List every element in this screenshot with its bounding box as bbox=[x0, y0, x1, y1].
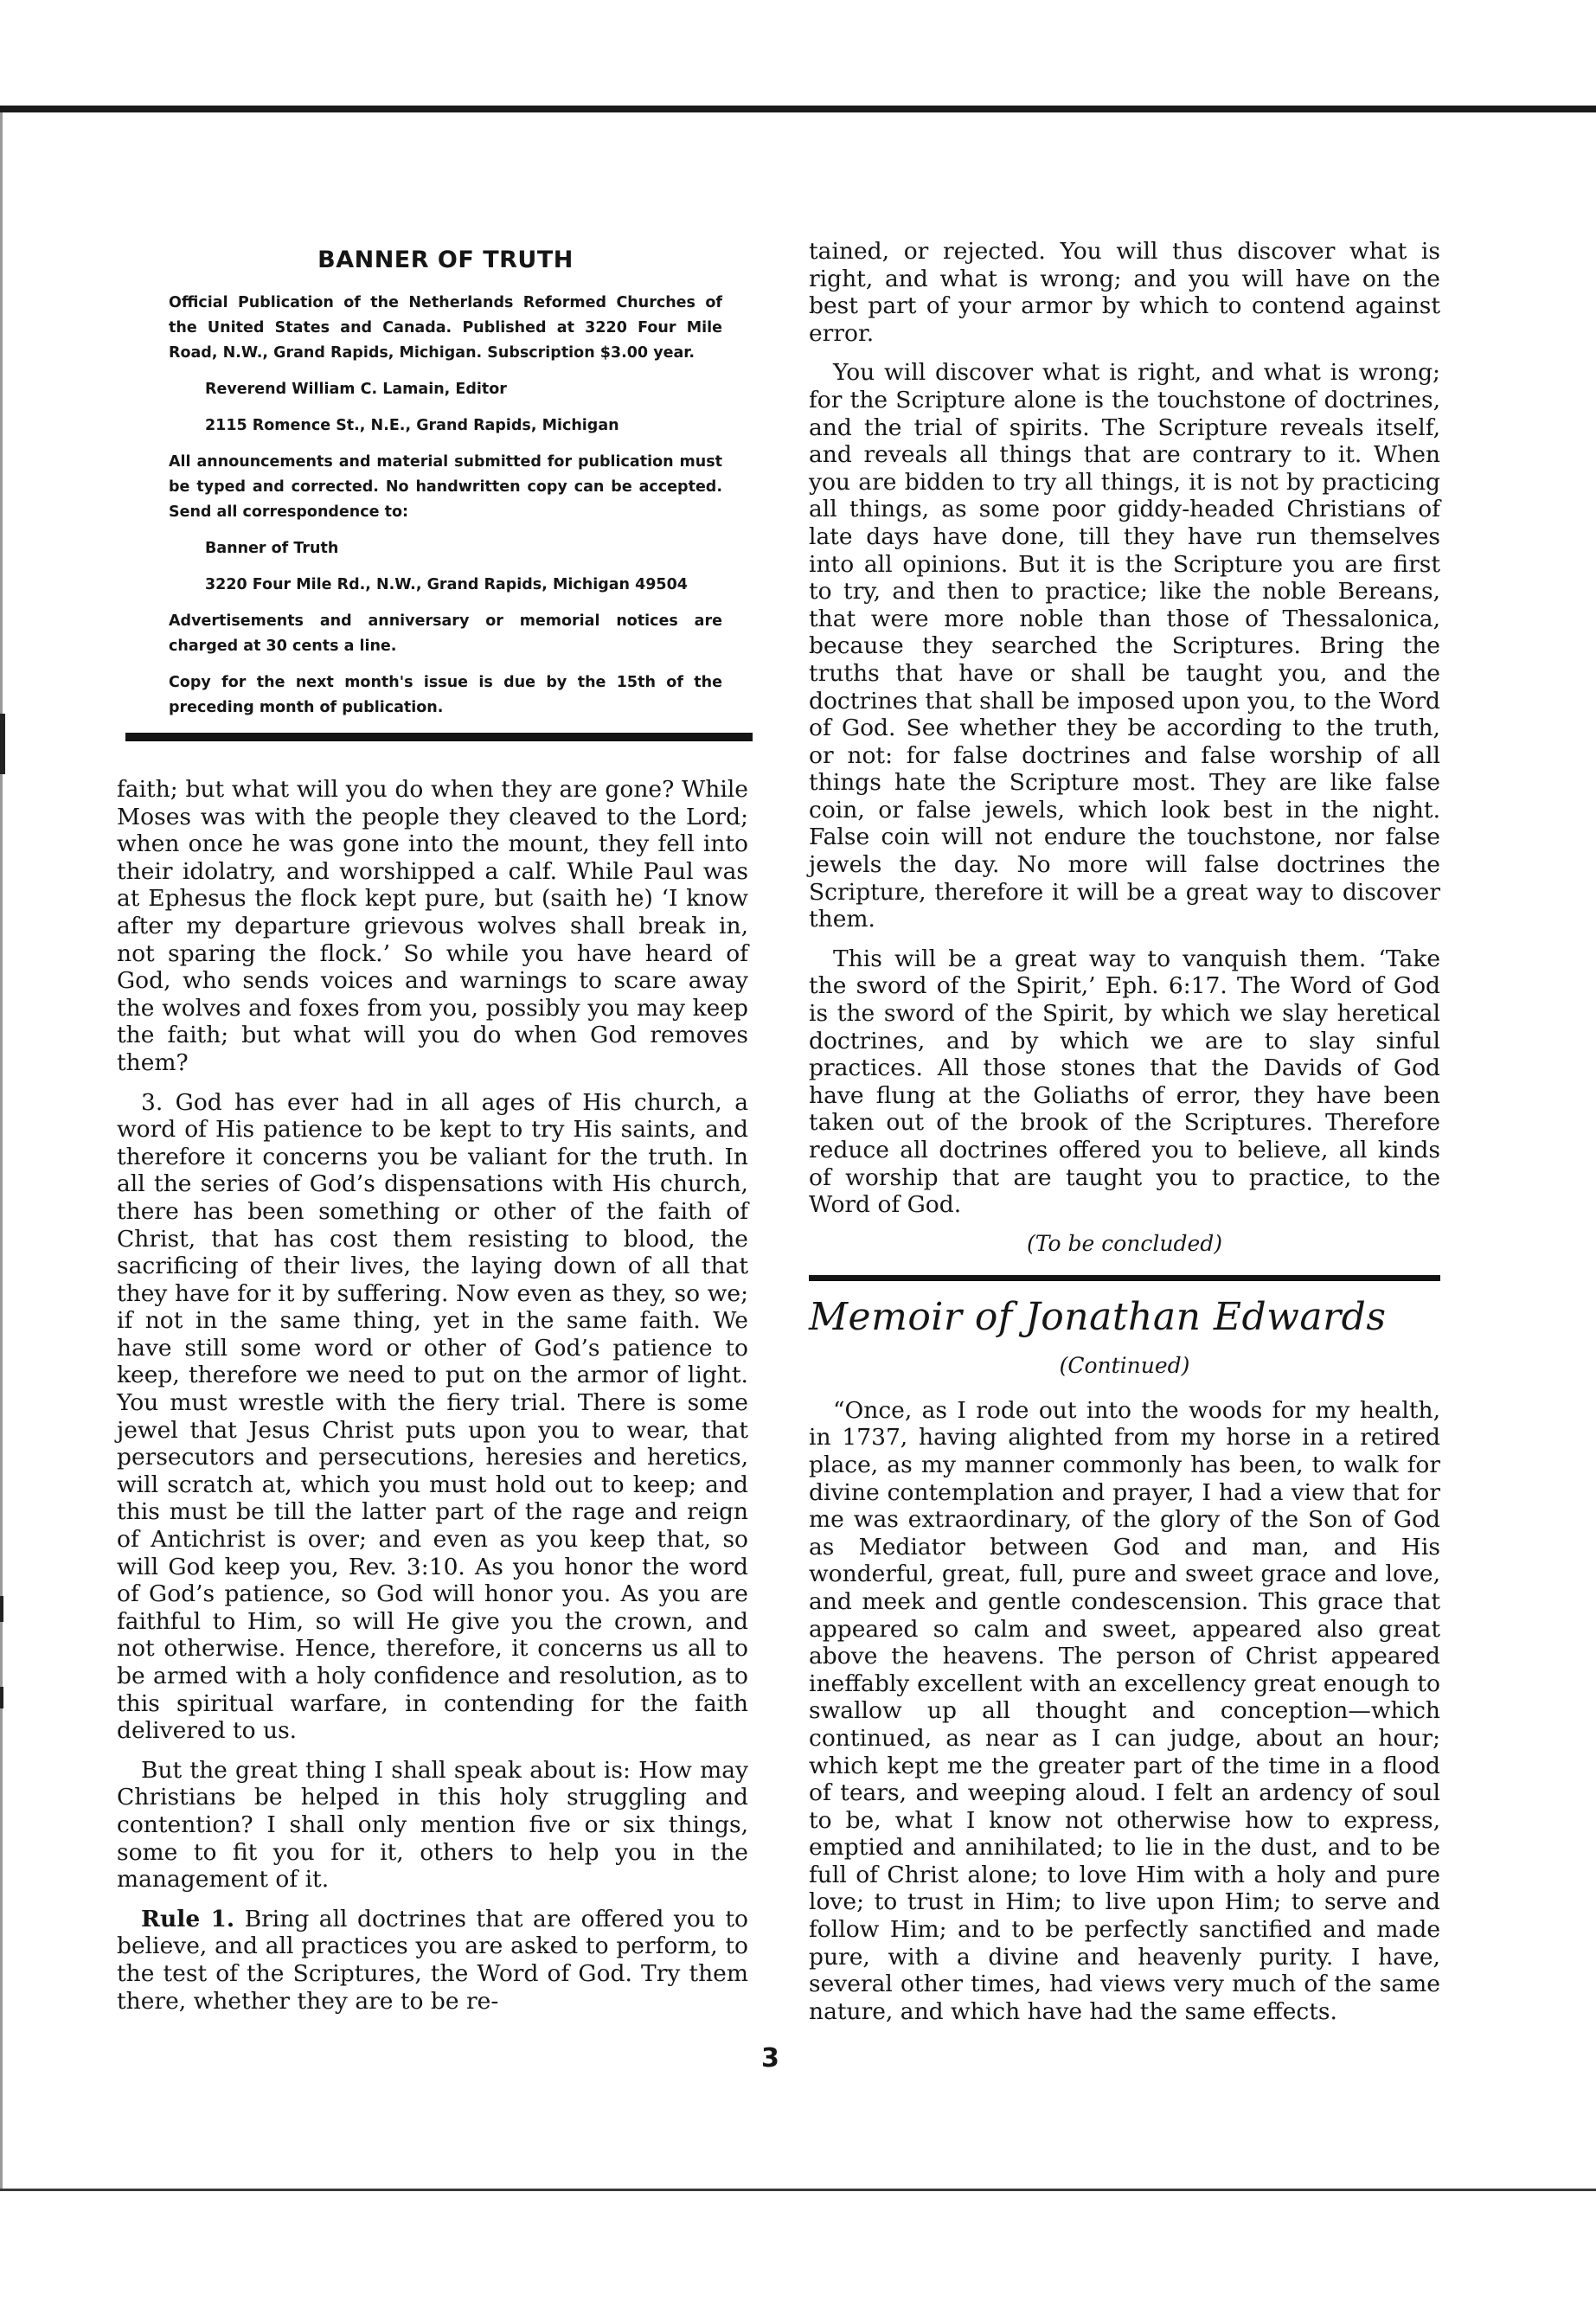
paragraph: tained, or rejected. You will thus discover what is right, and what is wrong; and you will have on the best part of your armor by which to contend against error. bbox=[809, 238, 1440, 347]
mail-address: 3220 Four Mile Rd., N.W., Grand Rapids, Michigan 49504 bbox=[205, 576, 688, 593]
paragraph: 3. God has ever had in all ages of His church, a word of His patience to be kept to try His saints, and therefore it concerns you be valiant for the truth. In all the series of God’s dispensations with His church, there has been something or other of the faith of Christ, that has cost them resisting to blood, the sacrificing of their lives, the laying down of all that they have for it by suffering. Now even as they, so we; if not in the same thing, yet in the same faith. We have still some word or other of God’s patience to keep, therefore we need to put on the armor of light. You must wrestle with the fiery trial. There is some jewel that Jesus Christ puts upon you to wear, that persecutors and persecutions, heresies and heretics, will scratch at, which you must hold out to keep; and this must be till the latter part of the rage and reign of Antichrist is over; and even as you keep that, so will God keep you, Rev. 3:10. As you honor the word of God’s patience, so God will honor you. As you are faithful to Him, so will He give you the crown, and not otherwise. Hence, therefore, it concerns us all to be armed with a holy confidence and resolution, as to this spiritual warfare, in contending for the faith delivered to us. bbox=[117, 1088, 748, 1745]
advertising-note: Advertisements and anniversary or memorial notices are charged at 30 cents a line. bbox=[169, 612, 722, 655]
editor-address: 2115 Romence St., N.E., Grand Rapids, Michigan bbox=[205, 417, 619, 434]
top-border-rule bbox=[0, 106, 1596, 112]
paragraph-rule-1 bbox=[117, 1906, 748, 2015]
editor-name: Reverend William C. Lamain, Editor bbox=[205, 381, 507, 398]
masthead-divider bbox=[125, 733, 753, 741]
paragraph: You will discover what is right, and what is wrong; for the Scripture alone is the touchstone of doctrines, and the trial of spirits. The Scripture reveals itself, and reveals all things that are contrary to it. When you are bidden to try all things, it is not by practicing all things, as some poor giddy-headed Christians of late days have done, till they have run themselves into all opinions. But it is the Scripture you are first to try, and then to practice; like the noble Bereans, that were more noble than those of Thessalonica, because they searched the Scriptures. Bring the truths that have or shall be taught you, and the doctrines that shall be imposed upon you, to the Word of God. See whether they be according to the truth, or not: for false doctrines and false worship of all things hate the Scripture most. They are like false coin, or false jewels, which look best in the night. False coin will not endure the touchstone, nor false jewels the day. No more will false doctrines the Scripture, therefore it will be a great way to discover them. bbox=[809, 359, 1440, 933]
rule-label: Rule 1. bbox=[141, 1905, 235, 1932]
section-divider bbox=[809, 1275, 1440, 1281]
left-column bbox=[117, 238, 748, 2027]
submission-note: All announcements and material submitted for publication must be typed and corrected. No handwritten copy can be accepted. Send all correspondence to: bbox=[169, 453, 722, 521]
mail-name: Banner of Truth bbox=[205, 540, 339, 557]
binding-mark bbox=[0, 714, 5, 774]
binding-mark bbox=[0, 1687, 3, 1708]
paragraph: faith; but what will you do when they are gone? While Moses was with the people they cleaved to the Lord; when once he was gone into the mount, they fell into their idolatry, and worshipped a calf. While Paul was at Ephesus the flock kept pure, but (saith he) ‘I know after my departure grievous wolves shall break in, not sparing the flock.’ So while you have heard of God, who sends voices and warnings to scare away the wolves and foxes from you, possibly you may keep the faith; but what will you do when God removes them? bbox=[117, 776, 748, 1076]
right-column bbox=[809, 238, 1440, 2037]
to-be-concluded-note: (To be concluded) bbox=[1026, 1230, 1223, 1256]
masthead bbox=[169, 247, 722, 721]
page-number: 3 bbox=[761, 2043, 779, 2073]
continued-note: (Continued) bbox=[1059, 1352, 1190, 1378]
paragraph: This will be a great way to vanquish them. ‘Take the sword of the Spirit,’ Eph. 6:17. The Word of God is the sword of the Spirit, by which we slay heretical doctrines, and by which we are to slay sinful practices. All those stones that the Davids of God have flung at the Goliaths of error, they have been taken out of the brook of the Scriptures. Therefore reduce all doctrines offered you to believe, all kinds of worship that are taught you to practice, to the Word of God. bbox=[809, 945, 1440, 1219]
paragraph: “Once, as I rode out into the woods for my health, in 1737, having alighted from my horse in a retired place, as my manner commonly has been, to walk for divine contemplation and prayer, I had a view that for me was extraordinary, of the glory of the Son of God as Mediator between God and man, and His wonderful, great, full, pure and sweet grace and love, and meek and gentle condescension. This grace that appeared so calm and sweet, appeared also great above the heavens. The person of Christ appeared ineffably excellent with an excellency great enough to swallow up all thought and conception—which continued, as near as I can judge, about an hour; which kept me the greater part of the time in a flood of tears, and weeping aloud. I felt an ardency of soul to be, what I know not otherwise how to express, emptied and annihilated; to lie in the dust, and to be full of Christ alone; to love Him with a holy and pure love; to trust in Him; to live upon Him; to serve and follow Him; and to be perfectly sanctified and made pure, with a divine and heavenly purity. I have, several other times, had views very much of the same nature, and which have had the same effects. bbox=[809, 1396, 1440, 2025]
left-article-text bbox=[117, 776, 748, 2015]
publication-info: Official Publication of the Netherlands Reformed Churches of the United States and Canada. Published at 3220 Four Mile Road, N.W., Grand Rapids, Michigan. Subscription $3.00 year. bbox=[169, 294, 722, 362]
left-page-edge bbox=[0, 112, 3, 2189]
paragraph: But the great thing I shall speak about is: How may Christians be helped in this holy struggling and contention? I shall only mention five or six things, some to fit you for it, others to help you in the management of it. bbox=[117, 1756, 748, 1894]
right-article-text bbox=[809, 238, 1440, 2025]
binding-mark bbox=[0, 1596, 3, 1622]
deadline-note: Copy for the next month's issue is due by the 15th of the preceding month of publication. bbox=[169, 674, 722, 716]
rule-text: Bring all doctrines that are offered you to believe, and all practices you are asked to perform, to the test of the Scriptures, the Word of God. Try them there, whether they are to be re- bbox=[117, 1905, 748, 2015]
masthead-title: BANNER OF TRUTH bbox=[317, 247, 574, 273]
bottom-border-rule bbox=[0, 2189, 1596, 2191]
section-title: Memoir of Jonathan Edwards bbox=[809, 1294, 1387, 1339]
